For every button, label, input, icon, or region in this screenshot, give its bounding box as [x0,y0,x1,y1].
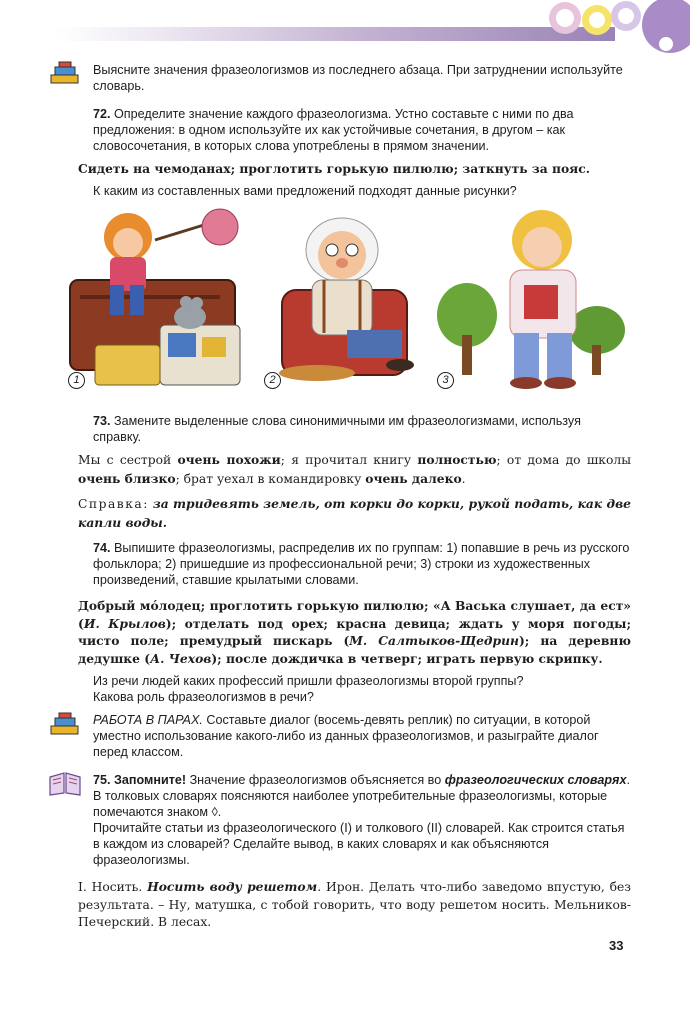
books-icon [49,712,81,738]
header-circles-decoration [540,0,690,60]
books-icon [49,61,81,87]
open-book-icon [47,769,83,797]
picture-number-1: 1 [68,372,85,389]
exercise-72-question: К каким из составленных вами предложений подходят данные рисунки? [93,184,517,198]
dictionary-entry: I. Носить. Носить воду решетом. Ирон. Делать что-либо заведомо впустую, без результата. – Ну, матушка, с тобой говорить, что воду решетом носить. Мельников-Печерский. В лесах. [78,879,631,930]
exercise-number: 74. [93,541,111,555]
picture-number-3: 3 [437,372,454,389]
exercise-number: 72. [93,107,111,121]
exercise-75-text: 75. Запомните! Значение фразеологизмов объясняется во фразеологических словарях. В толковых словарях поясняются наиболее употребительные фразеологизмы, которые помечаются знаком ◊. Прочитайте статьи из фразеологического (I) и толкового (II) словарей. Как строится статья в каждом из словарей? Сделайте вывод, в каких словарях и как объясняются фразеологизмы. [93,773,630,867]
exercise-74-phrases: Добрый мóлодец; проглотить горькую пилюлю; «А Васька слушает, да ест» (И. Крылов); отделать под орех; красна девица; ждать у моря погоды; чисто поле; премудрый пискарь (М. Салтыков-Щедрин); на деревню дедушке (А. Чехов); после дождичка в четверг; играть первую скрипку. [78,598,631,666]
exercise-73-sentence: Мы с сестрой очень похожи; я прочитал книгу полностью; от дома до школы очень близко; брат уехал в командировку очень далеко. [78,452,631,486]
picture-number-2: 2 [264,372,281,389]
pair-work-task: РАБОТА В ПАРАХ. Составьте диалог (восемь-девять реплик) по ситуации, в которой уместно использование какого-либо из данных фразеологизмов, и разыграйте диалог перед классом. [93,713,599,759]
exercise-73-text: 73. Замените выделенные слова синонимичными им фразеологизмами, используя справку. [93,414,581,444]
page-number: 33 [609,938,624,953]
illustration-old-man-in-armchair [262,205,427,395]
exercise-74-text: 74. Выпишите фразеологизмы, распределив их по группам: 1) попавшие в речь из русского фольклора; 2) пришедшие из профессиональной речи; 3) строки из художественных произведений, ставшие крылатыми словами. [93,541,630,587]
exercise-72-phrases: Сидеть на чемоданах; проглотить горькую пилюлю; заткнуть за пояс. [78,161,591,176]
exercise-72-text: 72. Определите значение каждого фразеологизма. Устно составьте с ними по два предложения: в одном используйте их как устойчивые сочетания, в другом – как словосочетания, в которых слова употреблены в прямом значении. [93,107,574,153]
exercise-73-reference: Справка: за тридевять земель, от корки до корки, рукой подать, как две капли воды. [78,496,631,530]
exercise-number: 73. [93,414,111,428]
header-bar [55,27,615,41]
illustration-girl-on-suitcases [60,205,245,395]
task-intro: Выясните значения фразеологизмов из последнего абзаца. При затруднении используйте словарь. [93,63,623,93]
illustration-man-with-shirt [432,205,632,395]
exercise-74-questions: Из речи людей каких профессий пришли фразеологизмы второй группы? Какова роль фразеологизмов в речи? [93,674,524,704]
